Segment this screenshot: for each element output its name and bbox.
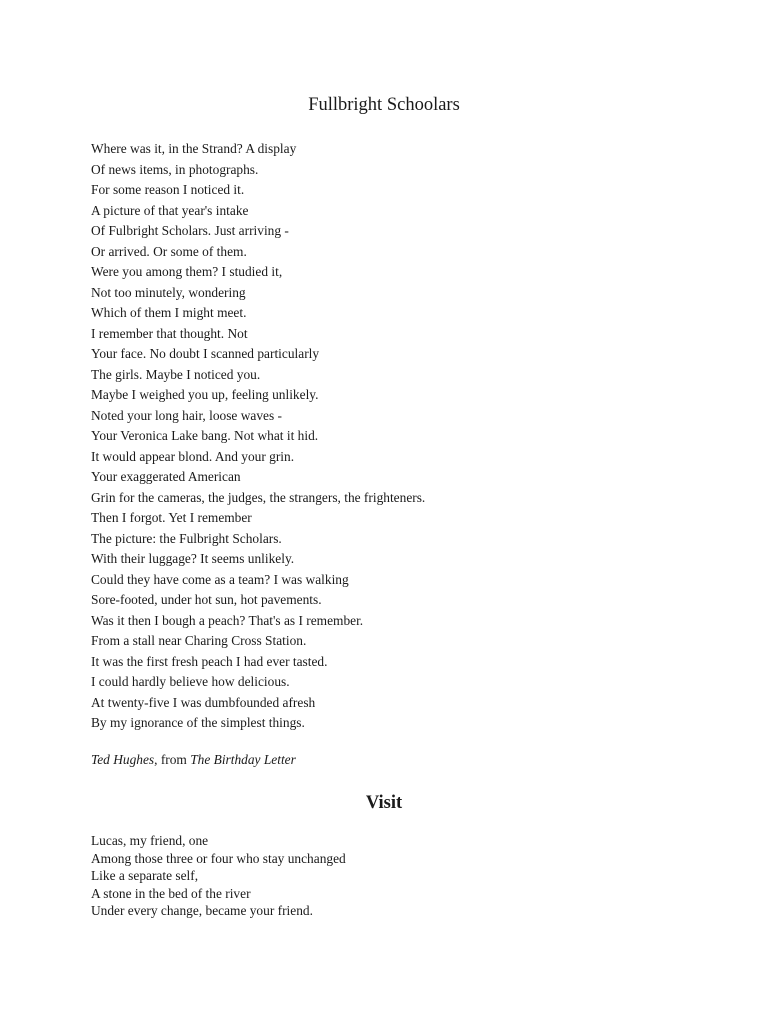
poem-line: Maybe I weighed you up, feeling unlikely. bbox=[91, 387, 319, 402]
poem-line: From a stall near Charing Cross Station. bbox=[91, 633, 307, 648]
poem-line: Noted your long hair, loose waves - bbox=[91, 407, 282, 423]
poem-line: Your face. No doubt I scanned particularly bbox=[91, 346, 320, 361]
poem-line: Grin for the cameras, the judges, the strangers, the frighteners. bbox=[91, 489, 426, 505]
poem-line: Not too minutely, wondering bbox=[91, 284, 246, 300]
poem-line: The picture: the Fulbright Scholars. bbox=[91, 530, 282, 546]
poem-line: I could hardly believe how delicious. bbox=[91, 674, 290, 689]
poem-line: Under every change, became your friend. bbox=[91, 903, 313, 919]
poem-line: Sore-footed, under hot sun, hot pavements. bbox=[91, 592, 322, 607]
poem-line: A stone in the bed of the river bbox=[91, 885, 251, 901]
poem-line: Like a separate self, bbox=[91, 868, 199, 884]
poem-body bbox=[91, 139, 425, 734]
poem-line: It was the first fresh peach I had ever tasted. bbox=[91, 653, 328, 669]
poem-line: Of news items, in photographs. bbox=[91, 161, 259, 177]
poem-line: Among those three or four who stay unchanged bbox=[91, 850, 346, 866]
poem-line: Then I forgot. Yet I remember bbox=[91, 510, 252, 525]
credit-author: Ted Hughes bbox=[91, 752, 155, 767]
poem-line: A picture of that year's intake bbox=[91, 202, 249, 218]
poem-line: At twenty-five I was dumbfounded afresh bbox=[91, 694, 316, 710]
poem-line: I remember that thought. Not bbox=[91, 325, 248, 341]
poem-line: Which of them I might meet. bbox=[91, 305, 247, 320]
poem-line: Your Veronica Lake bang. Not what it hid. bbox=[91, 428, 319, 443]
poem-title-visit: Visit bbox=[365, 793, 403, 813]
poem-title: Fullbright Schoolars bbox=[308, 95, 460, 115]
poem-line: Your exaggerated American bbox=[91, 469, 241, 484]
poem-line: For some reason I noticed it. bbox=[91, 182, 245, 197]
poem-line: Where was it, in the Strand? A display bbox=[91, 141, 297, 156]
poem-body-visit bbox=[91, 832, 346, 920]
poem-line: Was it then I bough a peach? That's as I remember. bbox=[91, 612, 364, 628]
poem-line: Lucas, my friend, one bbox=[91, 833, 209, 848]
poem-line: Of Fulbright Scholars. Just arriving - bbox=[91, 223, 289, 238]
poem-line: The girls. Maybe I noticed you. bbox=[91, 366, 261, 382]
poem-line: With their luggage? It seems unlikely. bbox=[91, 551, 295, 566]
credit-from: , from bbox=[154, 752, 191, 767]
credit-book-title: The Birthday Letter bbox=[190, 752, 296, 767]
poem-line: Could they have come as a team? I was walking bbox=[91, 571, 349, 587]
poem-line: Were you among them? I studied it, bbox=[91, 264, 283, 279]
poem-line: By my ignorance of the simplest things. bbox=[91, 715, 305, 730]
poem-line: It would appear blond. And your grin. bbox=[91, 448, 295, 464]
poem-line: Or arrived. Or some of them. bbox=[91, 243, 247, 259]
poem-credit bbox=[91, 750, 296, 770]
